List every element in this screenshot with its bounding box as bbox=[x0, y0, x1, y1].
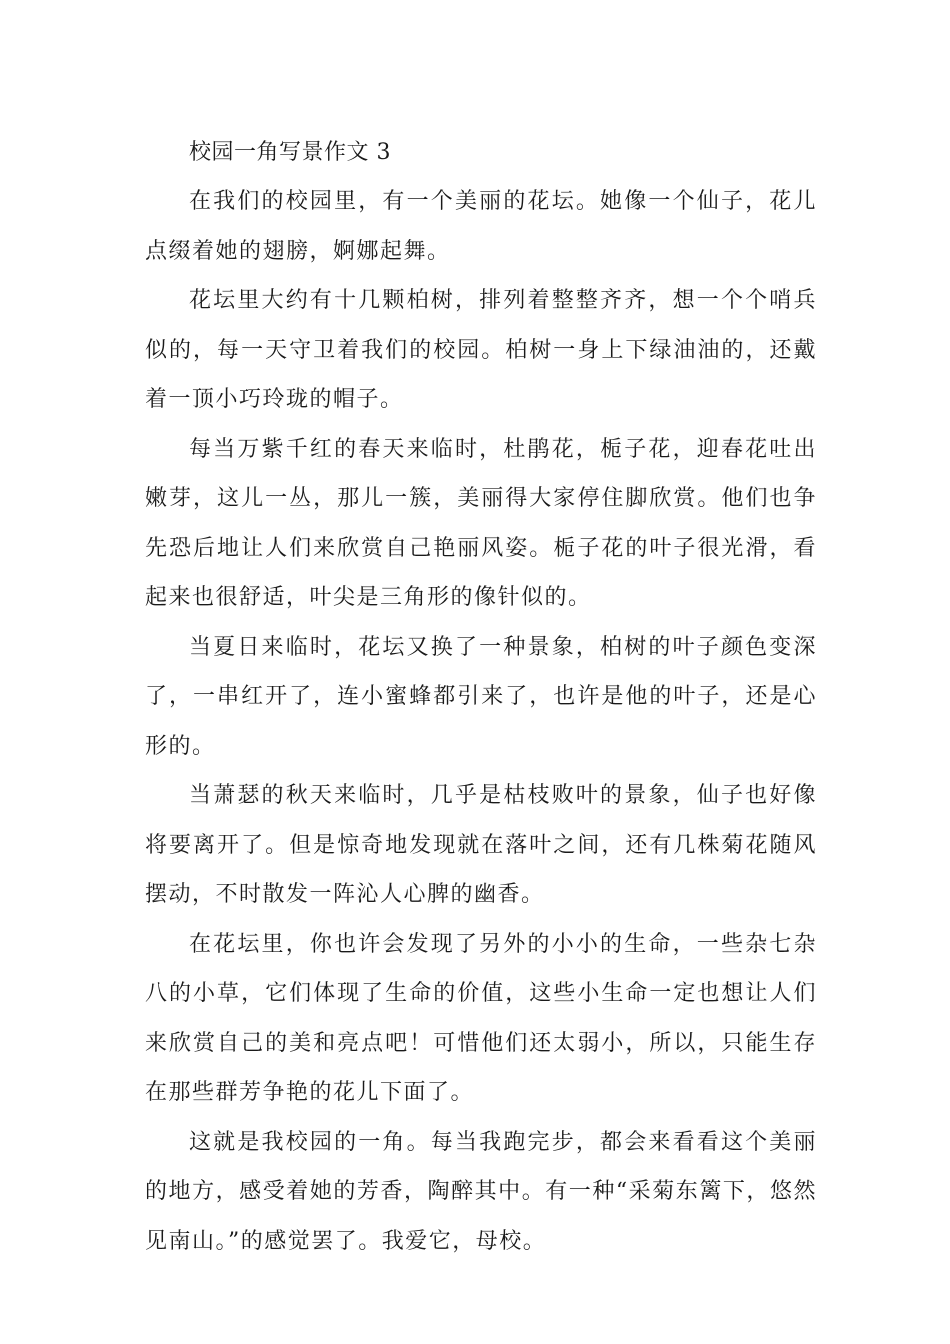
paragraph-4: 当夏日来临时，花坛又换了一种景象，柏树的叶子颜色变深了，一串红开了，连小蜜蜂都引来了，也许是他的叶子，还是心形的。 bbox=[145, 634, 817, 759]
document-body bbox=[145, 128, 817, 1266]
paragraph-2: 花坛里大约有十几颗柏树，排列着整整齐齐，想一个个哨兵似的，每一天守卫着我们的校园。柏树一身上下绿油油的，还戴着一顶小巧玲珑的帽子。 bbox=[145, 288, 817, 412]
paragraph-3: 每当万紫千红的春天来临时，杜鹃花，栀子花，迎春花吐出嫩芽，这儿一丛，那儿一簇，美丽得大家停住脚欣赏。他们也争先恐后地让人们来欣赏自己艳丽风姿。栀子花的叶子很光滑，看起来也很舒适，叶尖是三角形的像针似的。 bbox=[145, 436, 817, 610]
paragraph-1: 在我们的校园里，有一个美丽的花坛。她像一个仙子，花儿点缀着她的翅膀，婀娜起舞。 bbox=[145, 189, 817, 264]
paragraph-5: 当萧瑟的秋天来临时，几乎是枯枝败叶的景象，仙子也好像将要离开了。但是惊奇地发现就在落叶之间，还有几株菊花随风摆动，不时散发一阵沁人心脾的幽香。 bbox=[145, 783, 817, 907]
document-title: 校园一角写景作文 3 bbox=[189, 140, 391, 165]
paragraph-7: 这就是我校园的一角。每当我跑完步，都会来看看这个美丽的地方，感受着她的芳香，陶醉其中。有一种“采菊东篱下，悠然见南山。”的感觉罢了。我爱它，母校。 bbox=[145, 1129, 817, 1254]
paragraph-6: 在花坛里，你也许会发现了另外的小小的生命，一些杂七杂八的小草，它们体现了生命的价值，这些小生命一定也想让人们来欣赏自己的美和亮点吧！可惜他们还太弱小，所以，只能生存在那些群芳争艳的花儿下面了。 bbox=[145, 931, 817, 1105]
